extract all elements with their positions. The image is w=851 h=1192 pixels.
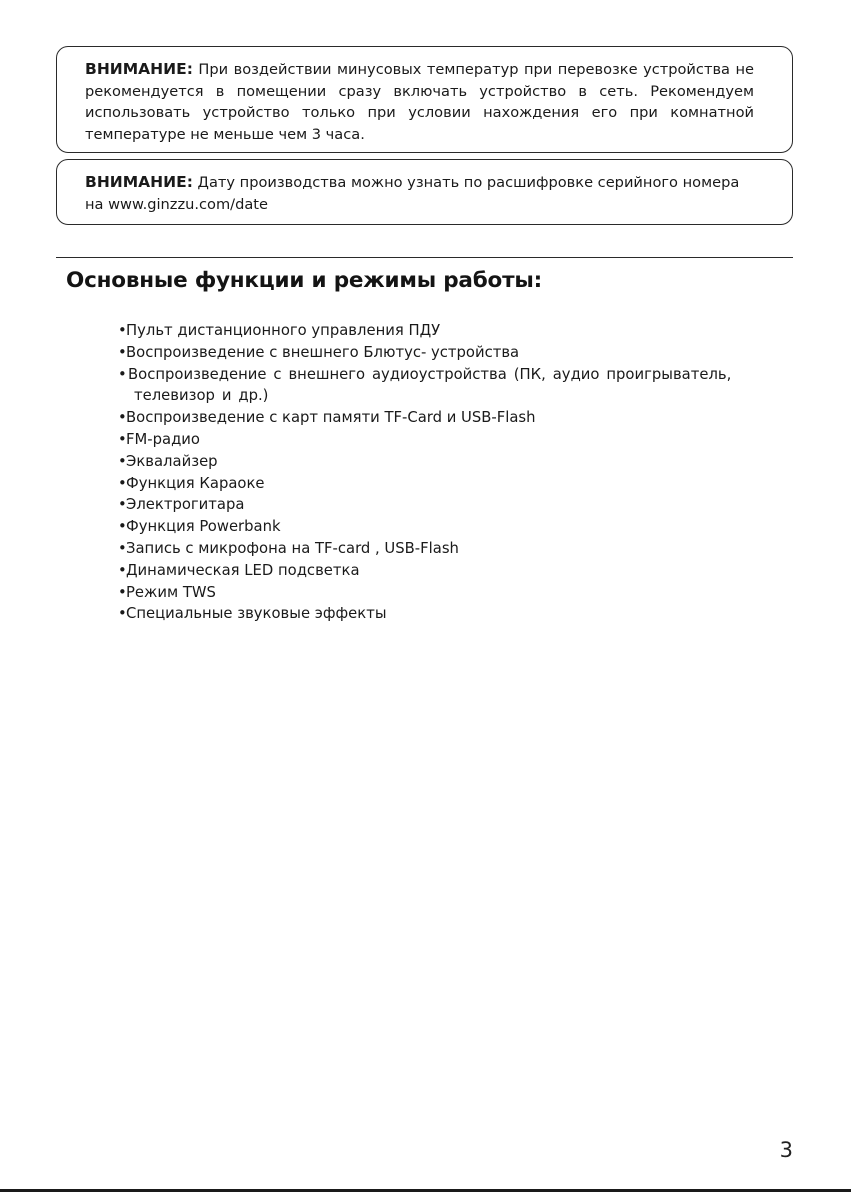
bullet-icon: • — [118, 365, 127, 383]
bullet-icon: • — [118, 474, 127, 492]
feature-text: Запись с микрофона на TF-card , USB-Flash — [126, 539, 459, 557]
feature-text: FM-радио — [126, 430, 200, 448]
bullet-icon: • — [118, 409, 127, 427]
feature-text: Воспроизведение с внешнего Блютус- устройства — [126, 343, 520, 361]
feature-text: Пульт дистанционного управления ПДУ — [126, 322, 441, 339]
feature-text: Эквалайзер — [126, 452, 218, 470]
bullet-icon: • — [118, 539, 127, 557]
feature-text-continuation: телевизор и др.) — [134, 387, 269, 405]
warning-text: Дату производства можно узнать по расшифровке серийного номера на www.ginzzu.com/date — [85, 174, 740, 213]
bullet-icon: • — [118, 518, 127, 536]
section-title: Основные функции и режимы работы: — [66, 268, 543, 293]
bullet-icon: • — [118, 322, 127, 339]
warning-label: ВНИМАНИЕ: — [85, 60, 193, 78]
list-item — [118, 342, 758, 364]
list-item — [118, 407, 758, 429]
bullet-icon: • — [118, 452, 127, 470]
list-item — [118, 560, 758, 582]
list-item — [118, 364, 758, 408]
list-item — [118, 494, 758, 516]
section-divider — [56, 257, 793, 258]
bullet-icon: • — [118, 343, 127, 361]
list-item — [118, 516, 758, 538]
bullet-icon: • — [118, 561, 127, 579]
feature-text: Специальные звуковые эффекты — [126, 605, 387, 623]
page-number: 3 — [779, 1138, 793, 1162]
warning-text: При воздействии минусовых температур при перевозке устройства не рекомендуется в помещении сразу включать устройство в сеть. Рекомендуем использовать устройство только при условии нахождения его при комнатной температуре не меньше чем 3 часа. — [85, 61, 754, 143]
bullet-icon: • — [118, 583, 127, 601]
feature-list — [118, 320, 758, 625]
list-item — [118, 451, 758, 473]
warning-notice-production-date — [56, 159, 793, 225]
feature-text: Динамическая LED подсветка — [126, 561, 360, 579]
bullet-icon: • — [118, 496, 127, 514]
feature-text: Воспроизведение с карт памяти TF-Card и USB-Flash — [126, 409, 536, 427]
feature-text: Функция Powerbank — [126, 518, 281, 536]
list-item — [118, 429, 758, 451]
feature-text: Режим TWS — [126, 583, 216, 601]
bullet-icon: • — [118, 430, 127, 448]
feature-text: Функция Караоке — [126, 474, 265, 492]
warning-label: ВНИМАНИЕ: — [85, 173, 193, 191]
feature-text: Воспроизведение с внешнего аудиоустройства (ПК, аудио проигрыватель, — [128, 365, 732, 383]
list-item — [118, 320, 758, 342]
bullet-icon: • — [118, 605, 127, 623]
list-item — [118, 603, 758, 625]
warning-notice-temperature — [56, 46, 793, 153]
list-item — [118, 473, 758, 495]
list-item — [118, 582, 758, 604]
feature-text: Электрогитара — [126, 496, 245, 514]
list-item — [118, 538, 758, 560]
